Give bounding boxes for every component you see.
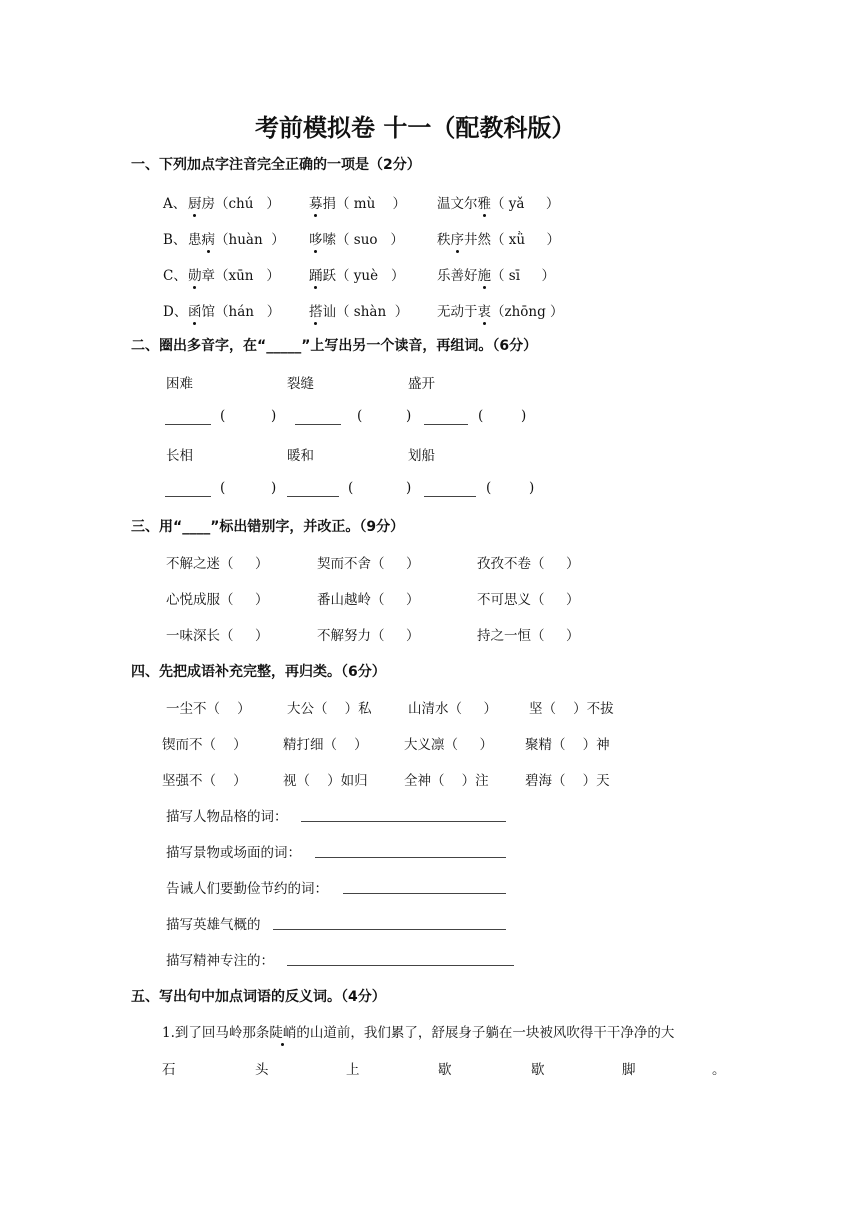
q2-paren-open: (: [348, 480, 354, 496]
q1-dotted-char: 雅: [478, 192, 492, 212]
q1-item-text: 井然（ xǜ ）: [464, 232, 561, 248]
q5-justified-char: 头: [255, 1062, 269, 1078]
q2-word: 长相: [166, 448, 193, 464]
q2-answer-blank[interactable]: [165, 424, 211, 425]
q1-option-item: [309, 192, 406, 212]
q5-justified-char: 脚: [622, 1062, 636, 1078]
q2-paren-open: (: [478, 408, 484, 424]
q1-heading: 一、下列加点字注音完全正确的一项是（2分）: [131, 157, 421, 173]
page-title: 考前模拟卷 十一（配教科版）: [255, 113, 576, 142]
q1-item-text: 乐善好: [437, 268, 478, 284]
q1-option-item: [437, 264, 555, 284]
q4-category-label: 描写英雄气概的: [166, 917, 261, 933]
q4-idiom[interactable]: 坚强不（ ）: [162, 773, 247, 789]
q5-justified-char: 歇: [531, 1062, 545, 1078]
q2-paren-close: ): [521, 408, 527, 424]
q4-category-label: 描写景物或场面的词：: [166, 845, 301, 861]
q1-dotted-char: 施: [478, 264, 492, 284]
q3-item[interactable]: 不可思义（ ）: [477, 592, 580, 608]
q2-paren-open: (: [220, 480, 226, 496]
q4-idiom[interactable]: 聚精（ ）神: [525, 737, 610, 753]
q2-paren-close: ): [406, 480, 412, 496]
q1-item-text: （ yǎ ）: [491, 196, 560, 212]
q4-category-blank[interactable]: [287, 965, 514, 966]
q1-item-text: （huàn ）: [215, 232, 285, 248]
q1-dotted-char: 病: [202, 228, 216, 248]
q1-dotted-char: 踊: [309, 264, 323, 284]
q4-category-blank[interactable]: [315, 857, 506, 858]
q1-option-label[interactable]: D、: [163, 304, 188, 320]
q3-item[interactable]: 不解之迷（ ）: [166, 556, 269, 572]
q3-item[interactable]: 心悦成服（ ）: [166, 592, 269, 608]
q5-heading: 五、写出句中加点词语的反义词。（4分）: [131, 989, 386, 1005]
q4-idiom[interactable]: 一尘不（ ）: [166, 701, 251, 717]
q4-idiom[interactable]: 大义凛（ ）: [404, 737, 493, 753]
q1-item-text: 捐（ mù ）: [322, 196, 406, 212]
q2-word: 困难: [166, 376, 193, 392]
q1-item-text: （ sī ）: [491, 268, 555, 284]
q4-heading: 四、先把成语补充完整，再归类。（6分）: [131, 664, 386, 680]
q4-category-label: 告诫人们要勤俭节约的词：: [166, 881, 328, 897]
q3-heading: 三、用“____”标出错别字，并改正。（9分）: [131, 519, 405, 535]
q1-option-item: [188, 228, 285, 248]
q1-dotted-char: 搭: [309, 300, 323, 320]
q1-option-item: [188, 264, 280, 284]
q3-item[interactable]: 孜孜不卷（ ）: [477, 556, 580, 572]
q1-item-text: 跃（ yuè ）: [322, 268, 405, 284]
q4-idiom[interactable]: 大公（ ）私: [287, 701, 372, 717]
q1-item-text: 馆（hán ）: [201, 304, 281, 320]
q2-answer-blank[interactable]: [424, 496, 476, 497]
q5-justified-char: 歇: [438, 1062, 452, 1078]
q5-sentence-1-start: 1.到了回马岭那条: [162, 1025, 270, 1041]
q1-item-text: 章（xūn ）: [201, 268, 280, 284]
q2-paren-close: ): [271, 480, 277, 496]
q2-answer-blank[interactable]: [295, 424, 341, 425]
q4-idiom[interactable]: 山清水（ ）: [408, 701, 497, 717]
q4-category-blank[interactable]: [301, 821, 506, 822]
q1-option-item: [437, 300, 564, 320]
q1-option-item: [309, 300, 408, 320]
q1-option-item: [188, 300, 280, 320]
q4-idiom[interactable]: 全神（ ）注: [404, 773, 489, 789]
q1-item-text: （zhōng ）: [491, 304, 564, 320]
q1-dotted-char: 勋: [188, 264, 202, 284]
q5-justified-char: 石: [162, 1062, 176, 1078]
q1-option-item: [309, 228, 404, 248]
q1-dotted-char: 衷: [478, 300, 492, 320]
q2-paren-close: ): [406, 408, 412, 424]
q2-paren-close: ): [529, 480, 535, 496]
q5-dotted-word: 陡峭: [269, 1021, 296, 1041]
q2-paren-open: (: [486, 480, 492, 496]
q2-word: 盛开: [408, 376, 435, 392]
q1-option-label[interactable]: A、: [163, 196, 187, 212]
q1-dotted-char: 哆: [309, 228, 323, 248]
q2-heading: 二、圈出多音字，在“_____”上写出另一个读音，再组词。（6分）: [131, 338, 538, 354]
q1-option-item: [309, 264, 404, 284]
q5-justified-char: 上: [346, 1062, 360, 1078]
q2-paren-open: (: [220, 408, 226, 424]
q1-dotted-char: 序: [451, 228, 465, 248]
q5-sentence-1: [162, 1021, 674, 1041]
q1-item-text: 患: [188, 232, 202, 248]
q2-answer-blank[interactable]: [165, 496, 211, 497]
q1-item-text: 温文尔: [437, 196, 478, 212]
q3-item[interactable]: 不解努力（ ）: [317, 628, 420, 644]
q4-idiom[interactable]: 视（ ）如归: [283, 773, 368, 789]
q3-item[interactable]: 持之一恒（ ）: [477, 628, 580, 644]
q1-dotted-char: 募: [309, 192, 323, 212]
q4-category-label: 描写人物品格的词：: [166, 809, 288, 825]
q2-answer-blank[interactable]: [424, 424, 468, 425]
q2-paren-open: (: [357, 408, 363, 424]
q1-item-text: 讪（ shàn ）: [322, 304, 409, 320]
q5-justified-char: 。: [712, 1062, 726, 1078]
q1-item-text: 房（chú ）: [201, 196, 280, 212]
q3-item[interactable]: 一味深长（ ）: [166, 628, 269, 644]
q1-dotted-char: 厨: [188, 192, 202, 212]
q3-item[interactable]: 番山越岭（ ）: [317, 592, 420, 608]
q1-option-label[interactable]: B、: [163, 232, 187, 248]
q2-word: 暖和: [287, 448, 314, 464]
q1-option-label[interactable]: C、: [163, 268, 187, 284]
q4-idiom[interactable]: 锲而不（ ）: [162, 737, 247, 753]
q1-item-text: 秩: [437, 232, 451, 248]
q1-option-item: [437, 228, 560, 248]
q5-sentence-1-end: 的山道前，我们累了，舒展身子躺在一块被风吹得干干净净的大: [296, 1025, 675, 1041]
q2-word: 划船: [408, 448, 435, 464]
q4-idiom[interactable]: 精打细（ ）: [283, 737, 368, 753]
q1-dotted-char: 函: [188, 300, 202, 320]
q4-category-blank[interactable]: [273, 929, 506, 930]
q3-item[interactable]: 契而不舍（ ）: [317, 556, 420, 572]
q1-item-text: 嗦（ suo ）: [322, 232, 404, 248]
q4-category-blank[interactable]: [343, 893, 506, 894]
q2-paren-close: ): [271, 408, 277, 424]
q4-idiom[interactable]: 坚（ ）不拔: [529, 701, 614, 717]
q4-idiom[interactable]: 碧海（ ）天: [525, 773, 610, 789]
q4-category-label: 描写精神专注的：: [166, 953, 274, 969]
q2-word: 裂缝: [287, 376, 314, 392]
q1-item-text: 无动于: [437, 304, 478, 320]
q2-answer-blank[interactable]: [287, 496, 339, 497]
q1-option-item: [188, 192, 280, 212]
q1-option-item: [437, 192, 559, 212]
